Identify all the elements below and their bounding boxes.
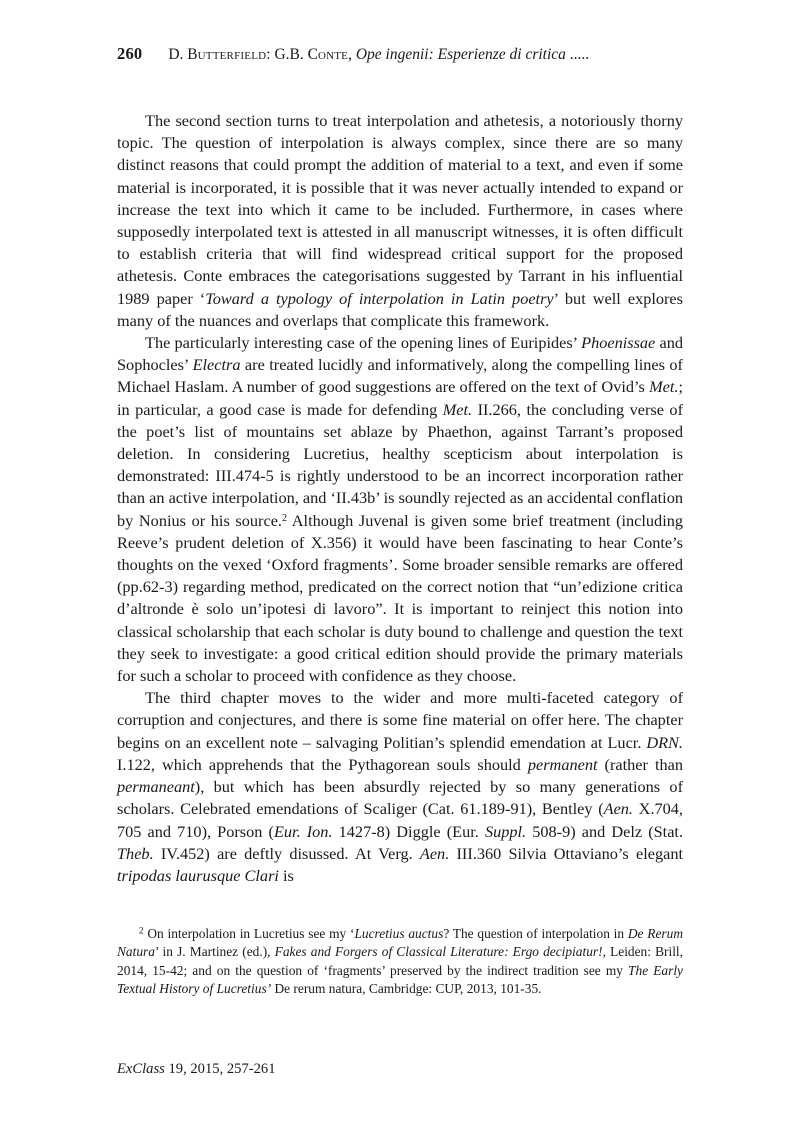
text-run: are treated lucidly and informatively, along the compelling lines of Michael Haslam. A number of good suggestions are offered on the text of Ovid’s	[117, 355, 683, 397]
italic-run: Toward a typology of interpolation in Latin poetry	[205, 288, 554, 308]
text-run: The second section turns to treat interpolation and athetesis, a notoriously thorny topic. The question of interpolation is always complex, since there are so many distinct reasons that could prompt the addition of material to a text, and even if some material is incorporated, it is possible that it was never actually intended to expand or increase the text into which it came to be included. Furthermore, in cases where supposedly interpolated text is attested in all manuscript witnesses, it is often difficult to establish criteria that will find widespread critical support for the proposed athetesis. Conte embraces the categorisations suggested by Tarrant in his influential 1989 paper ‘	[117, 111, 683, 308]
reviewer-name-smallcaps: utterfield	[197, 46, 267, 63]
italic-run: Suppl.	[484, 821, 527, 841]
text-run: ’ in J. Martinez (ed.),	[154, 944, 275, 960]
running-head-ellipsis: .....	[565, 46, 590, 63]
footnote-2	[117, 925, 683, 999]
italic-run: permanent	[527, 754, 598, 774]
text-run: (rather than	[597, 754, 684, 774]
italic-run: Met.	[649, 377, 679, 397]
body-text	[117, 110, 683, 887]
reviewer-name: D. B	[168, 46, 198, 63]
italic-run: Fakes and Forgers of Classical Literature: Ergo decipiatur!	[274, 944, 603, 960]
text-run: On interpolation in Lucretius see my ‘	[143, 926, 355, 941]
italic-run: Theb.	[117, 843, 154, 863]
footnote-reference: 2	[282, 512, 288, 524]
book-title: Ope ingenii: Esperienze di critica	[355, 46, 566, 63]
page-footer	[117, 1060, 276, 1079]
paragraph-particularly-interesting	[117, 332, 683, 687]
text-run: Although Juvenal is given some brief treatment (including Reeve’s prudent deletion of X.356) it would have been fascinating to hear Conte’s thoughts on the vexed ‘Oxford fragments’. Some broader sensible remarks are offered (pp.62-3) regarding method, predicated on the correct notion that “un’edizione critica d’altronde è solo un’ipotesi di lavoro”. It is important to reinject this notion into classical scholarship that each scholar is duty bound to challenge and question the text they seek to investigate: a good critical edition should provide the primary materials for such a scholar to proceed with confidence as they choose.	[117, 510, 684, 686]
text-run: III.360 Silvia Ottaviano’s elegant	[449, 843, 683, 863]
italic-run: DRN.	[646, 732, 683, 752]
italic-run: tripodas laurusque Clari	[117, 865, 279, 885]
running-head-separator: :	[266, 46, 275, 63]
text-run: De rerum natura, Cambridge: CUP, 2013, 101-35.	[271, 981, 542, 997]
text-run: is	[278, 865, 294, 885]
italic-run: permaneant	[117, 777, 195, 797]
paragraph-second-section	[117, 110, 683, 332]
text-run: ; in particular, a good case is made for defending	[117, 377, 683, 419]
journal-name: ExClass	[117, 1061, 165, 1077]
italic-run: Aen.	[419, 843, 450, 863]
paragraph-third-chapter	[117, 687, 683, 887]
italic-run: Eur. Ion.	[273, 821, 333, 841]
text-run: I.122, which apprehends that the Pythagorean souls should	[117, 754, 528, 774]
book-author: G.B. C	[274, 46, 318, 63]
italic-run: Phoenissae	[581, 333, 656, 353]
journal-citation: 19, 2015, 257-261	[164, 1061, 276, 1077]
page-number: 260	[117, 44, 143, 63]
footnote-marker: 2	[139, 925, 144, 936]
italic-run: The Early Textual History of Lucretius’	[117, 962, 683, 997]
text-run: and Sophocles’	[117, 333, 684, 375]
running-head-comma: ,	[348, 46, 356, 63]
italic-run: Electra	[192, 355, 241, 375]
text-run: II.266, the concluding verse of the poet’s list of mountains set ablaze by Phaethon, against Tarrant’s proposed deletion. In considering Lucretius, healthy scepticism about interpolation is demonstrated: III.474-5 is rightly understood to be an incorrect incorporation rather than an active interpolation, and ‘II.43b’ is soundly rejected as an accidental conflation by Nonius or his source.	[117, 399, 683, 530]
text-run: 508-9) and Delz (Stat.	[526, 821, 684, 841]
text-run: X.704, 705 and 710), Porson (	[117, 799, 684, 841]
text-run: The third chapter moves to the wider and more multi-faceted category of corruption and conjectures, and there is some fine material on offer here. The chapter begins on an excellent note – salvaging Politian’s splendid emendation at Lucr.	[117, 688, 683, 752]
text-run: IV.452) are deftly disussed. At Verg.	[153, 843, 420, 863]
text-run: 1427-8) Diggle (Eur.	[332, 821, 485, 841]
italic-run: Lucretius auctus	[354, 926, 444, 941]
text-run: The particularly interesting case of the opening lines of Euripides’	[145, 333, 582, 353]
book-author-smallcaps: onte	[317, 46, 349, 63]
italic-run: Met.	[442, 399, 473, 419]
text-run: ? The question of interpolation in	[443, 926, 628, 941]
running-head	[117, 44, 683, 65]
italic-run: De Rerum Natura	[117, 926, 683, 960]
text-run: ’ but well explores many of the nuances and overlaps that complicate this framework.	[117, 288, 683, 330]
footnote-area	[117, 925, 683, 999]
italic-run: Aen.	[603, 799, 634, 819]
text-run: ), but which has been absurdly rejected by so many generations of scholars. Celebrated emendations of Scaliger (Cat. 61.189-91), Bentley (	[117, 777, 683, 819]
text-run: , Leiden: Brill, 2014, 15-42; and on the question of ‘fragments’ preserved by the indirect tradition see my	[117, 944, 684, 978]
